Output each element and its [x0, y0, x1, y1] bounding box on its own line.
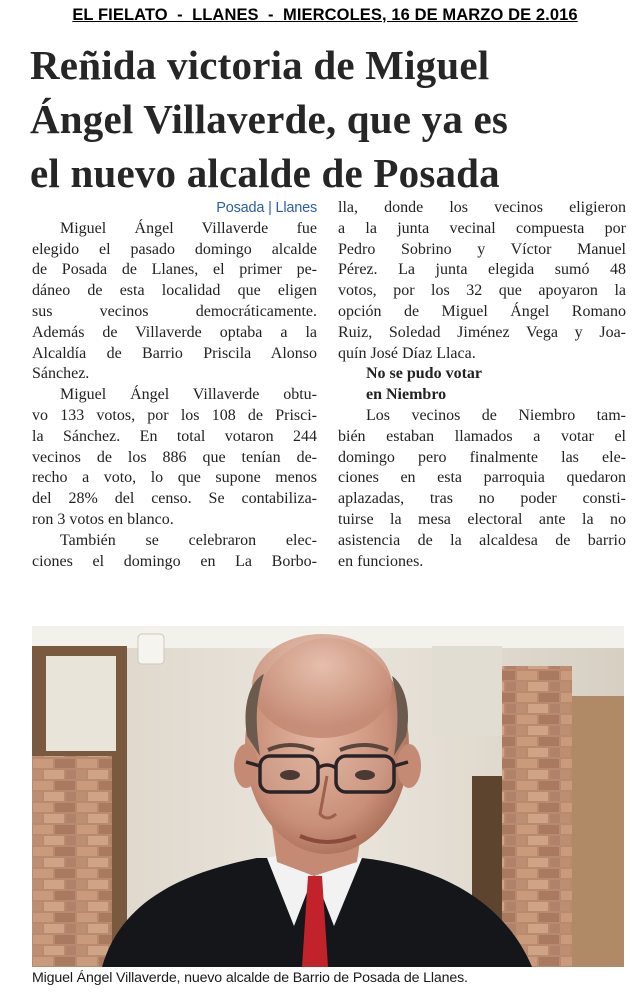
text-line: vecinos de los 886 que tenían de- [32, 448, 317, 466]
text-line: domingo pero finalmente las ele- [338, 448, 626, 466]
text-line: de Posada de Llanes, el primer pe- [32, 261, 317, 279]
dateline: EL FIELATO - LLANES - MIERCOLES, 16 DE MARZO DE 2.016 [72, 6, 578, 24]
text-line: asistencia de la alcaldesa de barrio [338, 531, 626, 549]
text-line: Miguel Ángel Villaverde fue [60, 219, 317, 237]
text-line: Miguel Ángel Villaverde obtu- [60, 386, 317, 404]
subhead-line: en Niembro [366, 386, 447, 404]
text-line: ciones el domingo en La Borbo- [32, 552, 317, 570]
eye-right [355, 770, 375, 780]
text-line: del 28% del censo. Se contabiliza- [32, 490, 317, 508]
left-paragraph-2 [32, 385, 317, 531]
text-line: aplazadas, tras no poder consti- [338, 490, 626, 508]
text-line: en funciones. [338, 552, 424, 570]
text-line: lla, donde los vecinos eligieron [338, 199, 626, 216]
wall-lamp [138, 634, 164, 664]
text-line: tuirse la mesa electoral ante la no [338, 510, 626, 528]
headline-line: Reñida victoria de Miguel [30, 42, 490, 88]
brick-wall-left [32, 756, 112, 967]
text-line: vo 133 votos, por los 108 de Prisci- [32, 406, 317, 424]
text-line: a la junta vecinal compuesta por [338, 219, 626, 237]
portrait-photo [32, 626, 624, 967]
left-column [32, 198, 317, 572]
ear-right [397, 744, 421, 788]
text-line: También se celebraron elec- [60, 531, 317, 549]
text-line: dáneo de esta localidad que eligen [32, 282, 317, 300]
section-kicker: Posada | Llanes [216, 200, 317, 216]
text-line: Pedro Sobrino y Víctor Manuel [338, 240, 626, 258]
text-line: Los vecinos de Niembro tam- [366, 406, 626, 424]
kicker-row [32, 198, 317, 219]
text-line: votos, por los 32 que apoyaron la [338, 282, 626, 300]
text-line: Ruiz, Soledad Jiménez Vega y Joa- [338, 323, 626, 341]
window-right [432, 646, 502, 736]
right-paragraph-1 [338, 198, 626, 364]
right-paragraph-2 [338, 406, 626, 572]
brick-wall-right [502, 666, 572, 967]
subhead-line: No se pudo votar [366, 365, 483, 383]
door-right [572, 696, 624, 967]
headline-line: Ángel Villaverde, que ya es [30, 96, 509, 142]
text-line: opción de Miguel Ángel Romano [338, 302, 626, 320]
left-paragraph-3 [32, 531, 317, 573]
portrait-illustration [32, 626, 624, 967]
text-line: Alcaldía de Barrio Priscila Alonso [32, 344, 317, 362]
text-line: quín José Díaz Llaca. [338, 344, 476, 362]
subhead [338, 364, 626, 406]
headline [30, 38, 630, 200]
headline-line: el nuevo alcalde de Posada [30, 150, 500, 196]
window-left [46, 656, 116, 751]
text-line: ciones en esta parroquia quedaron [338, 469, 626, 487]
eye-left [280, 770, 300, 780]
photo-caption: Miguel Ángel Villaverde, nuevo alcalde de Barrio de Posada de Llanes. [32, 970, 468, 986]
right-column [338, 198, 626, 572]
scalp [252, 634, 392, 738]
text-line: Pérez. La junta elegida sumó 48 [338, 261, 626, 279]
text-line: recho a voto, lo que supone menos [32, 469, 317, 487]
text-line: la Sánchez. En total votaron 244 [32, 427, 317, 445]
text-line: sus vecinos democráticamente. [32, 302, 317, 320]
text-line: bién estaban llamados a votar el [338, 427, 626, 445]
text-line: Además de Villaverde optaba a la [32, 323, 317, 341]
text-line: elegido el pasado domingo alcalde [32, 240, 317, 258]
left-paragraph-1 [32, 219, 317, 385]
text-line: ron 3 votos en blanco. [32, 510, 174, 528]
text-line: Sánchez. [32, 365, 90, 383]
